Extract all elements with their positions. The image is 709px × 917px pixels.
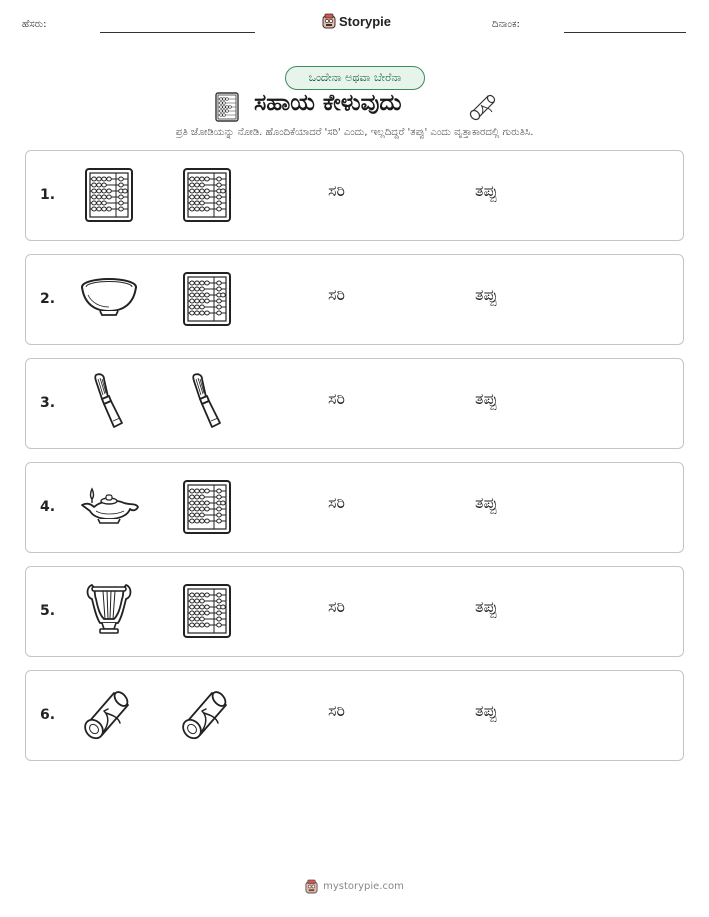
false-option[interactable]: ತಪ್ಪು xyxy=(475,597,498,616)
name-line xyxy=(100,32,255,33)
date-line xyxy=(564,32,686,33)
page-footer xyxy=(0,879,709,894)
instructions: ಪ್ರತಿ ಜೋಡಿಯನ್ನು ನೋಡಿ. ಹೊಂದಿಕೆಯಾದರೆ 'ಸರಿ' ಎಂದು, ಇಲ್ಲದಿದ್ದರೆ 'ತಪ್ಪು' ಎಂದು ವೃತ್ತಾಕಾರದಲ್ಲಿ ಗುರುತಿಸಿ. xyxy=(175,127,534,138)
abacus-icon xyxy=(78,163,140,225)
true-option[interactable]: ಸರಿ xyxy=(328,285,345,304)
chisel-icon xyxy=(78,371,140,433)
storypie-mascot-icon xyxy=(322,13,336,29)
worksheet-badge: ಒಂದೇನಾ ಅಥವಾ ಬೇರೆನಾ xyxy=(285,66,425,90)
true-option[interactable]: ಸರಿ xyxy=(328,597,345,616)
false-option[interactable]: ತಪ್ಪು xyxy=(475,389,498,408)
question-row-1 xyxy=(25,150,684,241)
brand-logo xyxy=(322,13,391,29)
question-number: 1. xyxy=(40,187,56,203)
footer-site[interactable]: mystorypie.com xyxy=(323,881,404,892)
scroll-icon xyxy=(78,683,140,745)
true-option[interactable]: ಸರಿ xyxy=(328,389,345,408)
abacus-icon xyxy=(176,267,238,329)
question-number: 3. xyxy=(40,395,56,411)
false-option[interactable]: ತಪ್ಪು xyxy=(475,701,498,720)
name-label: ಹೆಸರು: xyxy=(22,19,47,30)
question-row-5 xyxy=(25,566,684,657)
true-option[interactable]: ಸರಿ xyxy=(328,701,345,720)
true-option[interactable]: ಸರಿ xyxy=(328,181,345,200)
bowl-icon xyxy=(78,267,140,329)
question-number: 6. xyxy=(40,707,56,723)
lyre-icon xyxy=(78,579,140,641)
title-row xyxy=(0,90,709,122)
question-number: 4. xyxy=(40,499,56,515)
scroll-icon xyxy=(176,683,238,745)
abacus-icon xyxy=(176,579,238,641)
scroll-icon xyxy=(466,90,500,122)
abacus-icon xyxy=(214,92,240,122)
abacus-icon xyxy=(176,163,238,225)
oil-lamp-icon xyxy=(78,475,140,537)
abacus-icon xyxy=(176,475,238,537)
page-title: ಸಹಾಯ ಕೇಳುವುದು xyxy=(254,90,402,116)
question-row-4 xyxy=(25,462,684,553)
question-row-2 xyxy=(25,254,684,345)
question-number: 2. xyxy=(40,291,56,307)
page-header xyxy=(0,0,709,44)
chisel-icon xyxy=(176,371,238,433)
false-option[interactable]: ತಪ್ಪು xyxy=(475,181,498,200)
brand-name: Storypie xyxy=(339,13,392,29)
false-option[interactable]: ತಪ್ಪು xyxy=(475,493,498,512)
question-row-6 xyxy=(25,670,684,761)
question-row-3 xyxy=(25,358,684,449)
true-option[interactable]: ಸರಿ xyxy=(328,493,345,512)
date-label: ದಿನಾಂಕ: xyxy=(492,19,520,30)
question-number: 5. xyxy=(40,603,56,619)
storypie-mascot-icon xyxy=(305,879,318,894)
false-option[interactable]: ತಪ್ಪು xyxy=(475,285,498,304)
